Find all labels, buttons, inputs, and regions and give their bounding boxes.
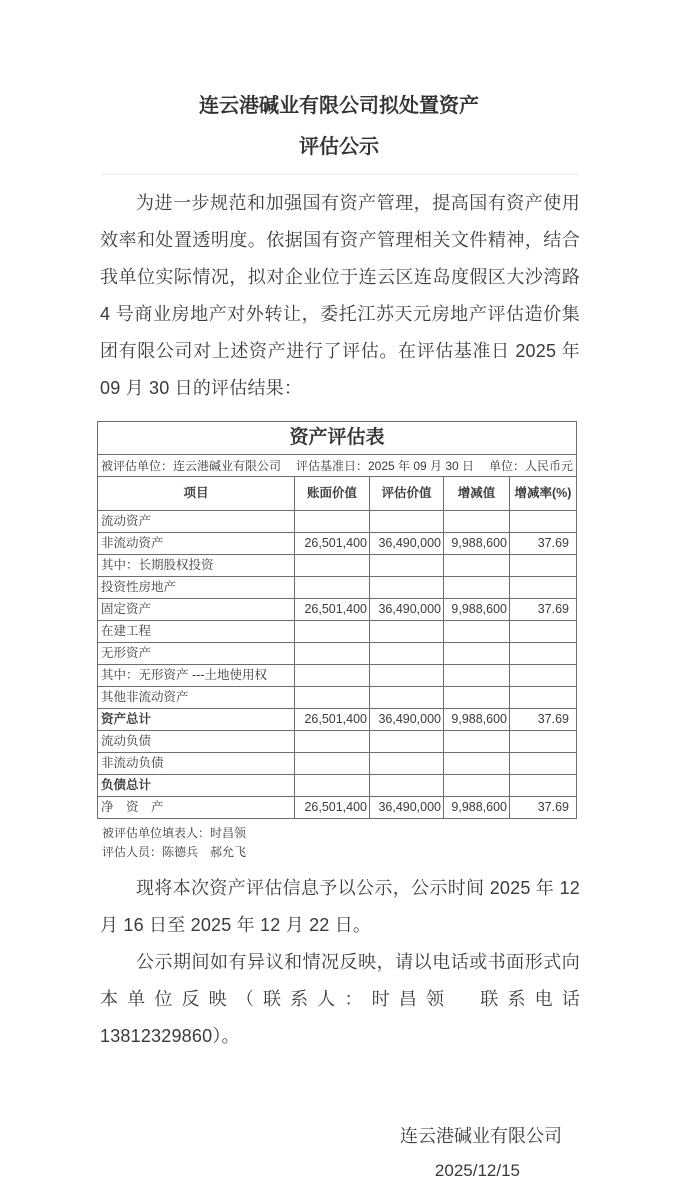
table-cell-book: 26,501,400 [295,797,370,818]
table-cell-assessed [370,643,444,664]
table-cell-assessed [370,731,444,752]
page-subtitle: 评估公示 [299,136,379,158]
table-cell-rate [510,511,576,532]
table-cell-item: 资产总计 [98,709,295,730]
table-cell-change [444,555,510,576]
table-cell-book: 26,501,400 [295,533,370,554]
table-cell-rate: 37.69 [537,712,569,726]
table-row [98,709,576,731]
table-row [98,621,576,643]
table-header-change-rate: 增减率(%) [514,486,572,500]
table-cell-rate [510,577,576,598]
table-notes [102,824,678,862]
table-cell-item: 其他非流动资产 [98,687,295,708]
table-info-base-date: 评估基准日：2025 年 09 月 30 日 [295,459,475,473]
table-info-unit: 被评估单位：连云港碱业有限公司 [101,459,282,473]
table-row [98,599,576,621]
table-cell-book [295,577,370,598]
table-row [98,731,576,753]
filler-note: 被评估单位填表人：时昌领 [102,826,247,840]
table-cell-item: 非流动负债 [98,753,295,774]
table-cell-book: 26,501,400 [295,709,370,730]
table-header-change-value: 增减值 [444,477,510,510]
table-cell-change: 9,988,600 [444,533,510,554]
table-row [98,687,576,709]
table-cell-assessed [370,511,444,532]
table-row [98,665,576,687]
table-cell-book [295,555,370,576]
title-divider [102,174,578,175]
table-header-assessed-value: 评估价值 [370,477,444,510]
table-cell-item: 非流动资产 [98,533,295,554]
table-info-row [98,455,576,477]
table-cell-change [444,753,510,774]
document-header [0,0,678,168]
table-cell-book [295,511,370,532]
table-cell-item: 无形资产 [98,643,295,664]
page-title: 连云港碱业有限公司拟处置资产 [199,95,479,117]
table-cell-assessed [370,577,444,598]
table-cell-item: 固定资产 [98,599,295,620]
table-header-book-value: 账面价值 [295,477,370,510]
signature-company: 连云港碱业有限公司 [400,1126,562,1146]
table-row [98,753,576,775]
table-cell-book [295,753,370,774]
table-cell-book: 26,501,400 [295,599,370,620]
table-row [98,577,576,599]
table-cell-rate [510,555,576,576]
table-cell-item: 流动负债 [98,731,295,752]
table-cell-assessed: 36,490,000 [370,797,444,818]
table-cell-change [444,621,510,642]
table-cell-rate [510,775,576,796]
table-cell-assessed: 36,490,000 [370,709,444,730]
table-header-row [98,477,576,511]
table-row [98,533,576,555]
table-cell-rate: 37.69 [537,602,569,616]
table-cell-item: 其中：无形资产 ---土地使用权 [98,665,295,686]
table-header-item: 项目 [98,477,295,510]
table-cell-rate: 37.69 [537,536,569,550]
objection-paragraph: 公示期间如有异议和情况反映，请以电话或书面形式向本单位反映（联系人：时昌领 联系电话 13812329860）。 [100,952,599,1046]
table-cell-rate [510,665,576,686]
table-cell-item: 在建工程 [98,621,295,642]
table-cell-change [444,665,510,686]
table-cell-rate [510,753,576,774]
table-cell-book [295,775,370,796]
table-cell-rate: 37.69 [537,800,569,814]
appraiser-note: 评估人员：陈德兵 郝允飞 [102,845,247,859]
table-cell-assessed [370,665,444,686]
table-cell-assessed [370,555,444,576]
table-cell-book [295,731,370,752]
table-cell-book [295,621,370,642]
table-cell-change [444,687,510,708]
table-title: 资产评估表 [98,422,576,455]
table-row [98,797,576,818]
table-cell-assessed: 36,490,000 [370,599,444,620]
table-cell-rate [510,643,576,664]
table-cell-item: 流动资产 [98,511,295,532]
table-info-currency: 单位：人民币元 [488,459,573,473]
table-cell-item: 净 资 产 [98,797,295,818]
table-cell-rate [510,621,576,642]
announcement-paragraph: 现将本次资产评估信息予以公示，公示时间 2025 年 12 月 16 日至 2025 年 12 月 22 日。 [100,878,580,935]
table-cell-item: 投资性房地产 [98,577,295,598]
table-cell-assessed [370,753,444,774]
table-cell-change [444,731,510,752]
table-body [98,511,576,818]
asset-assessment-table [97,421,577,819]
table-row [98,511,576,533]
table-cell-change: 9,988,600 [444,797,510,818]
table-row [98,775,576,797]
signature-block [0,1127,678,1180]
table-cell-assessed [370,687,444,708]
table-cell-change [444,775,510,796]
table-cell-change [444,643,510,664]
table-cell-assessed [370,775,444,796]
table-cell-change [444,511,510,532]
signature-date: 2025/12/15 [434,1161,520,1180]
table-cell-book [295,687,370,708]
table-cell-book [295,643,370,664]
table-row [98,555,576,577]
table-cell-rate [510,731,576,752]
table-row [98,643,576,665]
table-cell-item: 其中：长期股权投资 [98,555,295,576]
table-cell-rate [510,687,576,708]
table-cell-assessed: 36,490,000 [370,533,444,554]
table-cell-change: 9,988,600 [444,599,510,620]
table-cell-book [295,665,370,686]
table-cell-change [444,577,510,598]
table-cell-change: 9,988,600 [444,709,510,730]
table-cell-item: 负债总计 [98,775,295,796]
intro-paragraph: 为进一步规范和加强国有资产管理，提高国有资产使用效率和处置透明度。依据国有资产管理相关文件精神，结合我单位实际情况，拟对企业位于连云区连岛度假区大沙湾路 4 号商业房地产对外转让，委托江苏天元房地产评估造价集团有限公司对上述资产进行了评估。在评估基准日 2025 年 09 月 30 日的评估结果： [100,193,580,398]
table-cell-assessed [370,621,444,642]
